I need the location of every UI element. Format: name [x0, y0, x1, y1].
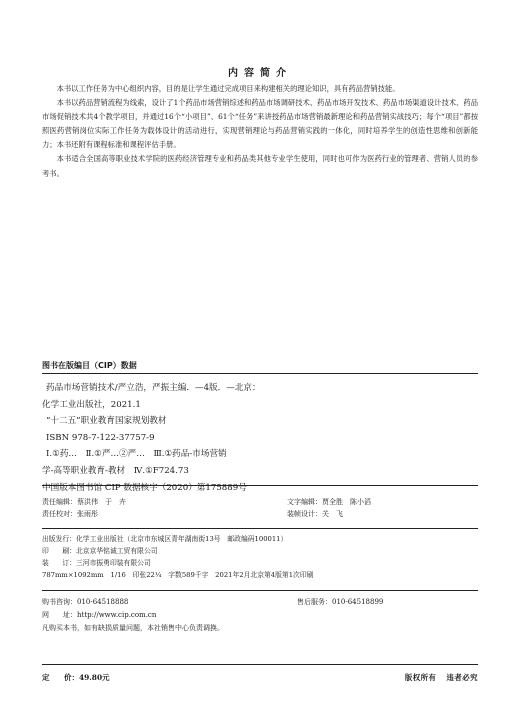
- credit-designer: 装帧设计：关 飞: [287, 510, 343, 518]
- summary-paragraph-2: 本书以药品营销流程为线索，设计了1个药品市场营销综述和药品市场调研技术、药品市场开发技术、药品市场渠道设计技术、药品市场促销技术共4个教学项目，并通过16个“小项目”、61个“任务”来讲授药品市场营销最新理论和药品营销实战技巧；每个“项目”都按照医药营销岗位实际工作任务为载体设计的活动进行，实现营销理论与药品营销实践的一体化，同时培养学生的创造性思维和创新能力；本书还附有课程标准和课程评估手册。: [42, 98, 478, 150]
- aftersale-phone: 售后服务：010-64518899: [297, 598, 384, 606]
- cip-line-record-number: 中国版本图书馆 CIP 数据核字（2020）第175889号: [42, 482, 247, 493]
- credit-proofreader: 责任校对：张雨彤: [42, 510, 98, 518]
- binder-line: 装 订：三河市振勇印装有限公司: [42, 559, 151, 567]
- price-label: 定 价：49.80元: [42, 673, 110, 682]
- website-line: 网 址：http://www.cip.com.cn: [42, 611, 157, 619]
- content-summary-title: 内容简介: [228, 68, 292, 79]
- purchase-phone: 购书咨询：010-64518888: [42, 598, 129, 606]
- piracy-warning: 违者必究: [446, 673, 478, 682]
- content-summary-body: [42, 82, 478, 181]
- cip-heading: 图书在版编目（CIP）数据: [42, 361, 137, 370]
- cip-line-publisher: 化学工业出版社，2021.1: [42, 399, 141, 410]
- summary-paragraph-1: 本书以工作任务为中心组织内容，目的是让学生通过完成项目来构建相关的理论知识，具有药品营销技能。: [56, 84, 400, 93]
- publishing-divider: [42, 590, 478, 591]
- price-row: [42, 672, 478, 683]
- cip-data-block: [42, 380, 478, 496]
- summary-paragraph-3: 本书适合全国高等职业技术学院的医药经济管理专业和药品类其他专业学生使用，同时也可作为医药行业的管理者、营销人员的参考书。: [42, 154, 478, 178]
- cip-top-divider: [42, 373, 478, 374]
- price-divider: [42, 664, 478, 665]
- cip-line-classification-cont: 学-高等职业教育-教材 Ⅳ.①F724.73: [42, 465, 189, 476]
- cip-line-title: 药品市场营销技术/严立浩，严振主编．—4版．—北京：: [46, 383, 261, 393]
- cip-line-isbn: ISBN 978-7-122-37757-9: [46, 432, 155, 443]
- print-specs-line: 787mm×1092mm 1/16 印张22¼ 字数589千字 2021年2月北京第4版第1次印刷: [42, 571, 314, 579]
- credit-text-editor: 文字编辑：贾全胜 陈小滔: [287, 498, 371, 506]
- copyright-text: 版权所有: [404, 673, 437, 682]
- cip-line-classification: Ⅰ.①药… Ⅱ.①严…②严… Ⅲ.①药品-市场营销: [46, 449, 227, 460]
- credit-editor: 责任编辑：蔡洪伟 于 卉: [42, 498, 126, 506]
- copyright-notice: [395, 672, 478, 683]
- credits-divider: [42, 528, 478, 529]
- cip-bottom-divider: [42, 485, 478, 486]
- printer-line: 印 刷：北京京华铭诚工贸有限公司: [42, 547, 158, 555]
- publisher-line: 出版发行：化学工业出版社（北京市东城区青年湖南街13号 邮政编码100011）: [42, 535, 288, 543]
- return-notice: 凡购买本书，如有缺损质量问题，本社销售中心负责调换。: [42, 624, 224, 632]
- cip-line-series: “十二五”职业教育国家规划教材: [46, 416, 167, 427]
